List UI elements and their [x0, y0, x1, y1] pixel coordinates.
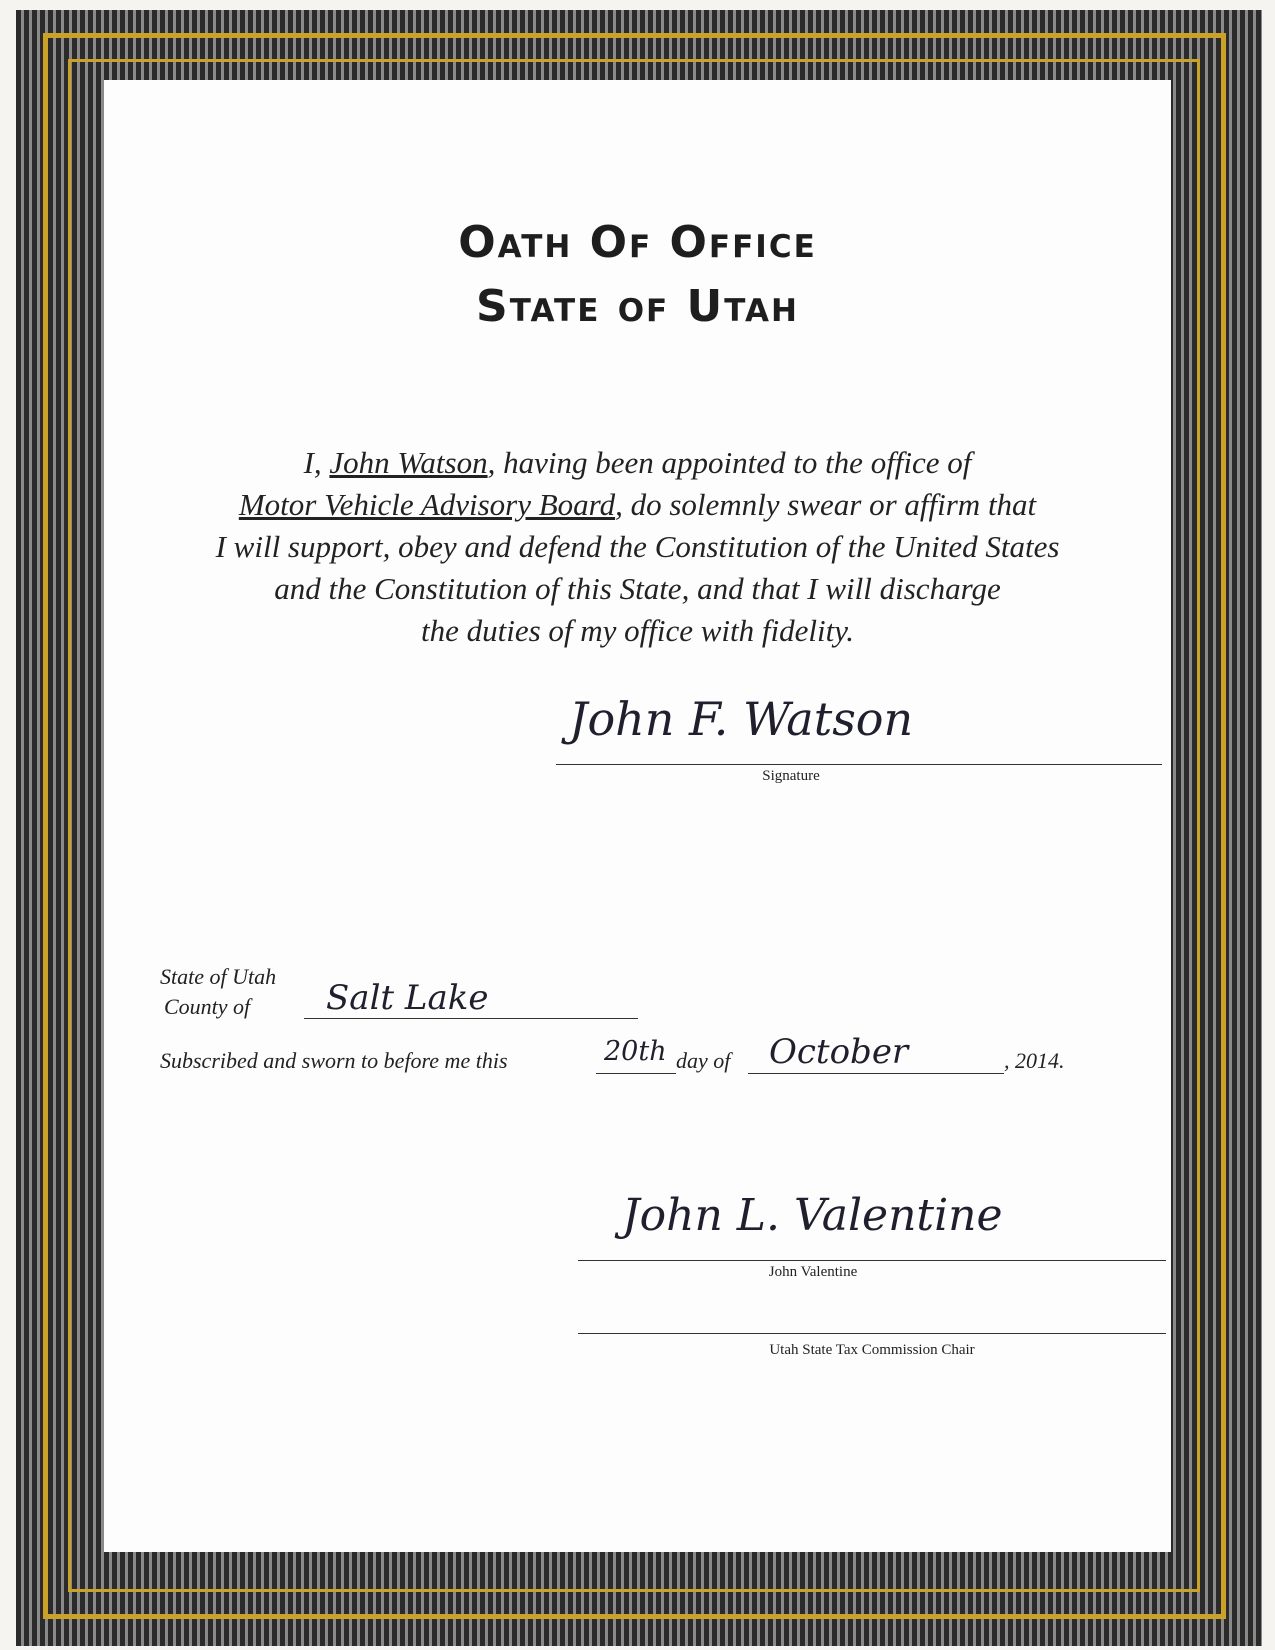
oath-line-2: Motor Vehicle Advisory Board, do solemnly swear or affirm that [238, 487, 1037, 522]
year-text: , 2014. [1004, 1048, 1065, 1073]
oath-line-1: I, John Watson, having been appointed to the office of [303, 445, 972, 480]
office-name: Motor Vehicle Advisory Board [238, 487, 616, 522]
month-line [748, 1073, 1004, 1074]
county-handwritten: Salt Lake [326, 978, 489, 1018]
signature-line [556, 764, 1162, 765]
day-of-label: day of [676, 1048, 731, 1073]
county-label: County of [164, 994, 251, 1019]
official-title: Utah State Tax Commission Chair [769, 1342, 975, 1358]
certificate-paper [104, 80, 1171, 1552]
document-subtitle: State of Utah [476, 281, 799, 332]
official-signature-line [578, 1260, 1166, 1261]
document-title: Oath Of Office [458, 217, 817, 268]
day-handwritten: 20th [604, 1036, 667, 1067]
oath-line-3: I will support, obey and defend the Constitution of the United States [215, 529, 1060, 564]
county-line [304, 1018, 638, 1019]
state-label: State of Utah [160, 964, 277, 989]
day-line [596, 1073, 676, 1074]
subscribed-text: Subscribed and sworn to before me this [160, 1048, 508, 1073]
appointee-signature: John F. Watson [569, 692, 914, 746]
oath-line-5: the duties of my office with fidelity. [420, 613, 855, 648]
appointee-name: John Watson [329, 445, 488, 480]
month-handwritten: October [769, 1032, 909, 1072]
signature-caption: Signature [762, 768, 820, 784]
official-name: John Valentine [768, 1264, 858, 1280]
official-title-line [578, 1333, 1166, 1334]
oath-line-4: and the Constitution of this State, and that I will discharge [274, 571, 1001, 606]
official-signature: John L. Valentine [622, 1190, 1003, 1241]
